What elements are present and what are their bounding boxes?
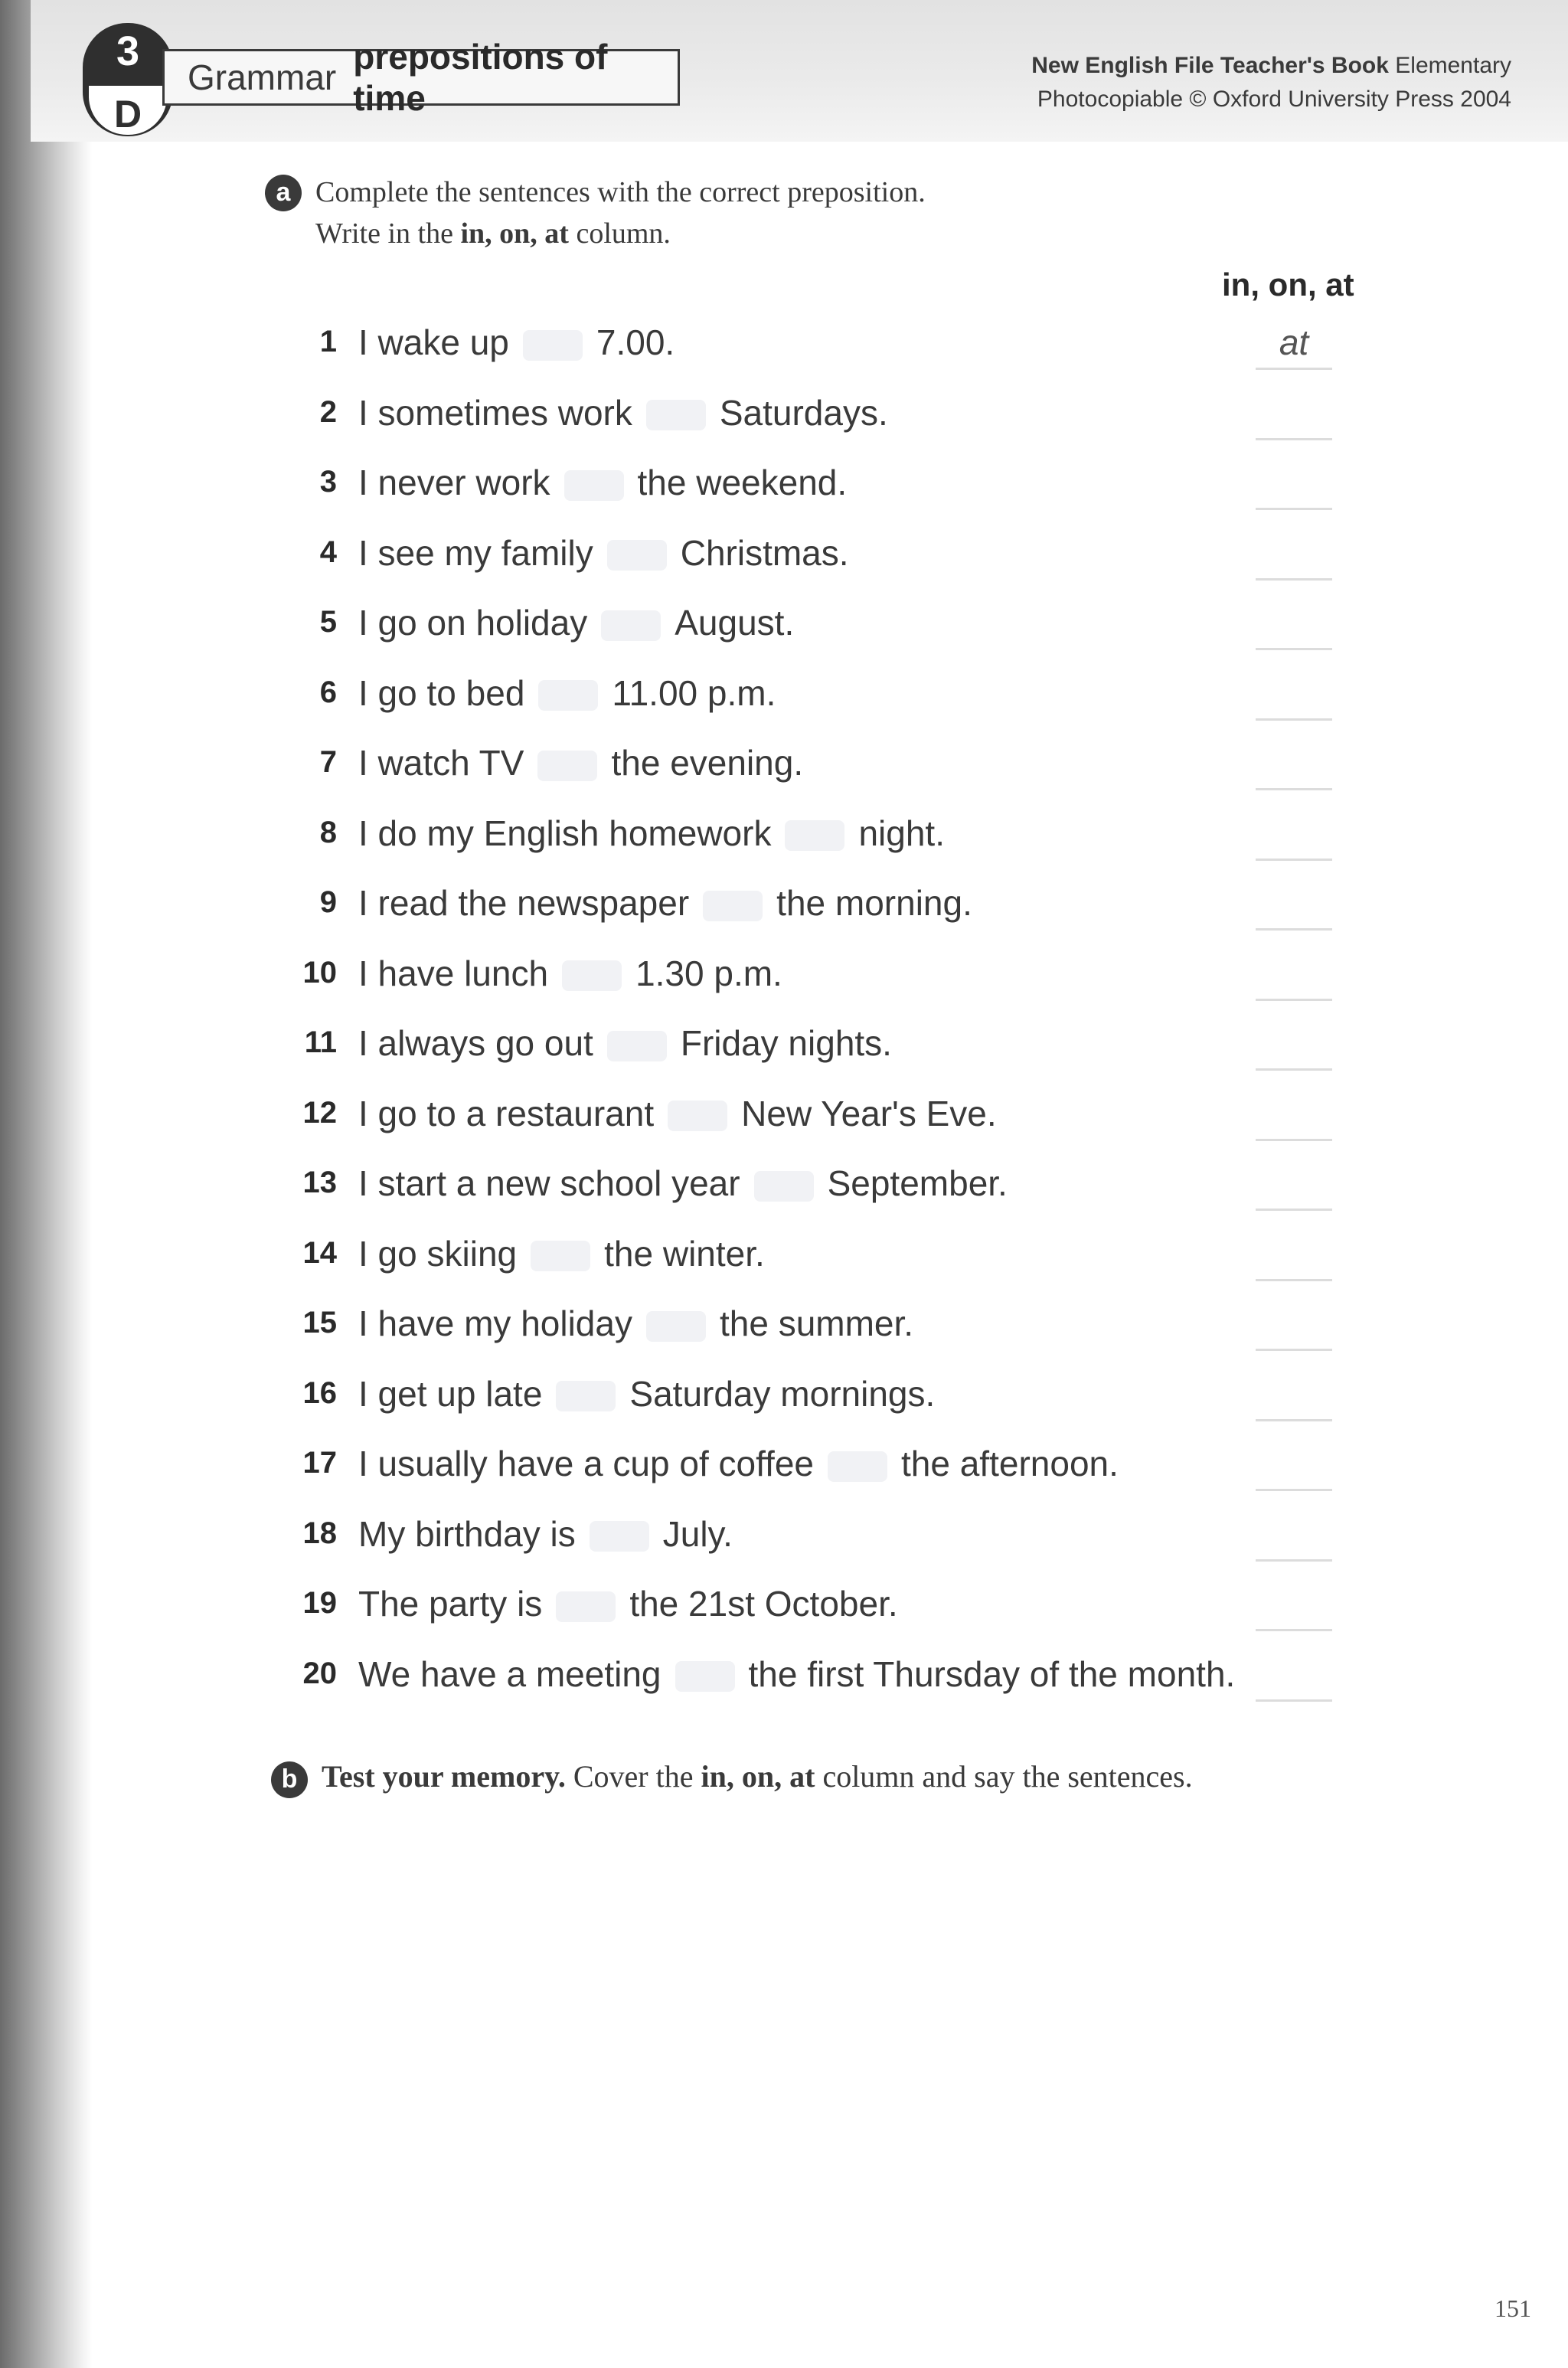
item-number: 10	[302, 955, 337, 989]
blank-gap	[703, 891, 763, 921]
item-sentence	[358, 1163, 1008, 1204]
page-number: 151	[1494, 2294, 1531, 2322]
sentence-end: the afternoon.	[901, 1444, 1119, 1483]
sentence-end: Christmas.	[680, 532, 849, 573]
sentence-end: Friday nights.	[680, 1023, 892, 1063]
item-number: 13	[302, 1166, 337, 1199]
exercise-item	[291, 1015, 1363, 1085]
exercise-item	[291, 1646, 1363, 1716]
blank-gap	[564, 470, 624, 501]
item-number: 17	[302, 1446, 337, 1480]
exercise-item	[291, 734, 1363, 805]
item-sentence	[358, 672, 776, 714]
book-spine-shadow	[0, 0, 92, 2368]
item-sentence	[358, 813, 945, 854]
exercise-item	[291, 525, 1363, 595]
item-sentence	[358, 602, 794, 643]
sentence-start: The party is	[358, 1584, 543, 1624]
sentence-start: I never work	[358, 463, 550, 502]
sentence-end: the weekend.	[637, 463, 848, 502]
blank-gap	[537, 751, 597, 781]
sentence-end: 11.00 p.m.	[612, 672, 776, 713]
unit-badge	[83, 23, 173, 136]
exercise-item	[291, 945, 1363, 1016]
copyright-line: Photocopiable © Oxford University Press 2004	[1037, 87, 1511, 112]
sentence-start: I always go out	[358, 1023, 593, 1063]
section-a-marker: a	[265, 175, 302, 211]
title-category: Grammar	[188, 57, 337, 97]
sentence-start: I go skiing	[358, 1233, 518, 1274]
item-number: 20	[302, 1656, 337, 1690]
blank-gap	[607, 1031, 667, 1061]
title-topic: prepositions of time	[353, 37, 608, 118]
answer-blank[interactable]	[1256, 1583, 1332, 1631]
item-sentence	[358, 532, 849, 574]
exercise-item	[291, 1085, 1363, 1156]
item-number: 9	[319, 885, 337, 919]
sentence-start: I have lunch	[358, 953, 549, 993]
item-sentence	[358, 1093, 997, 1134]
blank-gap	[668, 1101, 727, 1131]
answer-blank[interactable]	[1256, 1303, 1332, 1351]
sentence-start: I usually have a cup of coffee	[358, 1444, 814, 1483]
blank-gap	[590, 1521, 649, 1552]
sentence-end: Saturday mornings.	[629, 1373, 936, 1414]
worksheet-title	[162, 37, 680, 118]
sentence-end: the first Thursday of the month.	[748, 1653, 1236, 1694]
sentence-start: I have my holiday	[358, 1303, 632, 1343]
exercise-item	[291, 314, 1363, 384]
item-number: 1	[319, 325, 337, 358]
answer-blank[interactable]	[1256, 602, 1332, 650]
sentence-end: the 21st October.	[629, 1584, 898, 1624]
book-title: New English File Teacher's Book	[1031, 53, 1389, 78]
answer-blank[interactable]	[1256, 1373, 1332, 1421]
item-number: 19	[302, 1586, 337, 1620]
instruction-line-2: Write in the in, on, at column.	[315, 218, 671, 250]
exercise-item	[291, 1295, 1363, 1366]
item-number: 6	[319, 675, 337, 709]
sentence-end: September.	[827, 1163, 1008, 1203]
answer-blank[interactable]	[1256, 1022, 1332, 1071]
sentence-end: July.	[662, 1513, 733, 1554]
sentence-end: 7.00.	[596, 322, 675, 362]
book-level: Elementary	[1395, 53, 1511, 78]
item-sentence	[358, 1022, 892, 1064]
item-number: 8	[319, 815, 337, 849]
sentence-start: I sometimes work	[358, 392, 632, 433]
item-number: 5	[319, 605, 337, 639]
sentence-end: the morning.	[776, 883, 972, 923]
blank-gap	[675, 1661, 735, 1692]
item-number: 12	[302, 1095, 337, 1130]
blank-gap	[646, 1311, 706, 1342]
exercise-item	[291, 805, 1363, 875]
section-a-instructions	[315, 172, 926, 254]
item-sentence	[358, 882, 972, 924]
item-number: 3	[319, 465, 337, 499]
sentence-end: Saturdays.	[719, 392, 888, 433]
item-sentence	[358, 1583, 898, 1624]
exercise-list	[291, 314, 1363, 1715]
blank-gap	[523, 330, 583, 361]
item-sentence	[358, 1513, 733, 1555]
sentence-start: I start a new school year	[358, 1163, 740, 1203]
item-sentence	[358, 1653, 1235, 1695]
exercise-item	[291, 1506, 1363, 1576]
exercise-item	[291, 384, 1363, 455]
answer-blank[interactable]	[1256, 882, 1332, 931]
exercise-item	[291, 875, 1363, 945]
item-number: 4	[319, 535, 337, 569]
sentence-end: New Year's Eve.	[741, 1093, 997, 1133]
unit-letter: D	[113, 93, 142, 136]
item-sentence	[358, 462, 847, 503]
sentence-start: I do my English homework	[358, 813, 772, 853]
item-number: 11	[304, 1025, 337, 1059]
sentence-end: the summer.	[719, 1303, 914, 1343]
exercise-item	[291, 1366, 1363, 1436]
answer-blank[interactable]	[1256, 1443, 1332, 1491]
item-sentence	[358, 322, 675, 363]
answer-blank[interactable]	[1256, 392, 1332, 440]
answer-blank[interactable]	[1256, 1653, 1332, 1702]
sentence-start: I watch TV	[358, 743, 524, 783]
sentence-start: My birthday is	[358, 1513, 576, 1554]
item-sentence	[358, 392, 888, 433]
sentence-end: the evening.	[611, 743, 804, 783]
item-sentence	[358, 953, 782, 994]
blank-gap	[607, 540, 667, 571]
item-number: 7	[319, 745, 337, 779]
answer-blank[interactable]: at	[1256, 322, 1332, 370]
section-b-marker: b	[271, 1761, 308, 1798]
blank-gap	[785, 820, 844, 851]
item-sentence	[358, 1303, 913, 1344]
item-sentence	[358, 1233, 765, 1274]
item-sentence	[358, 742, 803, 783]
sentence-start: I go to bed	[358, 672, 525, 713]
answer-blank[interactable]	[1256, 1513, 1332, 1562]
sentence-end: night.	[858, 813, 945, 853]
answer-blank[interactable]	[1256, 1233, 1332, 1281]
answer-blank[interactable]	[1256, 742, 1332, 790]
blank-gap	[556, 1381, 616, 1411]
item-number: 16	[302, 1375, 337, 1410]
sentence-end: August.	[675, 603, 795, 643]
answer-blank[interactable]	[1256, 462, 1332, 510]
answer-blank[interactable]	[1256, 1093, 1332, 1141]
blank-gap	[531, 1241, 590, 1271]
sentence-start: I get up late	[358, 1373, 543, 1414]
answer-blank[interactable]	[1256, 1163, 1332, 1211]
sentence-start: I see my family	[358, 532, 593, 573]
exercise-item	[291, 1435, 1363, 1506]
section-b-instructions: Test your memory. Cover the in, on, at column and say the sentences.	[322, 1759, 1193, 1794]
answer-blank[interactable]	[1256, 813, 1332, 861]
exercise-item	[291, 1225, 1363, 1296]
exercise-item	[291, 454, 1363, 525]
answer-blank[interactable]	[1256, 953, 1332, 1001]
blank-gap	[646, 400, 706, 430]
item-sentence	[358, 1443, 1119, 1484]
sentence-start: We have a meeting	[358, 1653, 662, 1694]
blank-gap	[538, 680, 598, 711]
answer-blank[interactable]	[1256, 532, 1332, 581]
exercise-item	[291, 1155, 1363, 1225]
answer-blank[interactable]	[1256, 672, 1332, 721]
sentence-end: the winter.	[604, 1233, 765, 1274]
item-number: 2	[319, 394, 337, 429]
blank-gap	[828, 1451, 887, 1482]
item-number: 18	[302, 1516, 337, 1550]
sentence-start: I read the newspaper	[358, 883, 690, 923]
exercise-item	[291, 1575, 1363, 1646]
item-number: 15	[302, 1306, 337, 1339]
exercise-item	[291, 594, 1363, 665]
answer-column-header: in, on, at	[1222, 267, 1354, 303]
sentence-start: I go on holiday	[358, 603, 588, 643]
blank-gap	[562, 960, 622, 991]
sentence-end: 1.30 p.m.	[635, 953, 782, 993]
book-credit	[1031, 49, 1511, 116]
item-number: 14	[302, 1235, 337, 1270]
blank-gap	[556, 1591, 616, 1622]
blank-gap	[601, 610, 661, 641]
item-sentence	[358, 1373, 935, 1415]
blank-gap	[754, 1171, 814, 1202]
exercise-item	[291, 665, 1363, 735]
sentence-start: I go to a restaurant	[358, 1093, 655, 1133]
instruction-line-1: Complete the sentences with the correct preposition.	[315, 176, 926, 208]
unit-number: 3	[116, 28, 140, 74]
sentence-start: I wake up	[358, 322, 509, 362]
